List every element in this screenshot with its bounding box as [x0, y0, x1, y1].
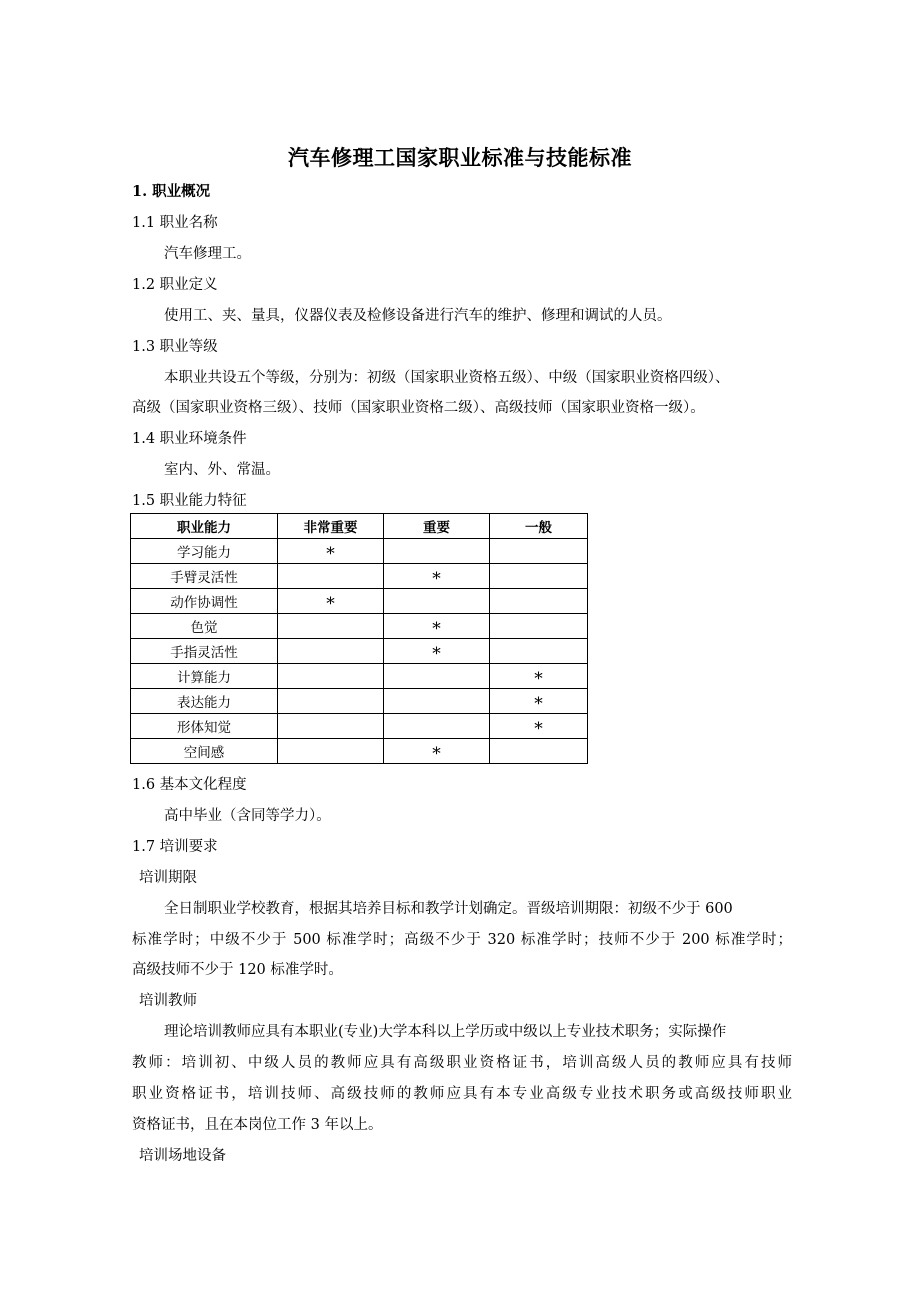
training-teacher-line1: 理论培训教师应具有本职业(专业)大学本科以上学历或中级以上专业技术职务；实际操作 [164, 1024, 727, 1040]
table-row [131, 539, 588, 564]
section-heading-1: 1. 职业概况 [132, 183, 211, 200]
training-teacher-line2: 教师：培训初、中级人员的教师应具有高级职业资格证书，培训高级人员的教师应具有技师 [132, 1055, 792, 1071]
table-row [131, 614, 588, 639]
mark-very-important: * [326, 544, 335, 564]
mark-general: * [534, 719, 543, 739]
table-row [131, 639, 588, 664]
training-teacher-line3: 职业资格证书，培训技师、高级技师的教师应具有本专业高级专业技术职务或高级技师职业 [132, 1086, 792, 1102]
mark-general: * [534, 669, 543, 689]
header-very-important: 非常重要 [278, 514, 384, 539]
heading-1-6: 1.6 基本文化程度 [132, 777, 247, 793]
ability-name: 空间感 [131, 739, 278, 764]
ability-name: 表达能力 [131, 689, 278, 714]
header-ability: 职业能力 [131, 514, 278, 539]
table-row [131, 739, 588, 764]
table-row [131, 664, 588, 689]
heading-1-3: 1.3 职业等级 [132, 339, 218, 355]
ability-name: 手臂灵活性 [131, 564, 278, 589]
heading-1-2: 1.2 职业定义 [132, 277, 218, 293]
ability-name: 计算能力 [131, 664, 278, 689]
header-important: 重要 [384, 514, 490, 539]
heading-1-1: 1.1 职业名称 [132, 215, 218, 231]
body-1-2: 使用工、夹、量具，仪器仪表及检修设备进行汽车的维护、修理和调试的人员。 [164, 308, 672, 324]
table-row [131, 714, 588, 739]
table-row [131, 564, 588, 589]
header-general: 一般 [490, 514, 588, 539]
mark-very-important: * [326, 594, 335, 614]
subheading-training-period: 培训期限 [139, 870, 197, 886]
mark-important: * [432, 744, 441, 764]
body-1-4: 室内、外、常温。 [164, 462, 280, 478]
ability-table [130, 513, 588, 764]
heading-1-7: 1.7 培训要求 [132, 839, 218, 855]
subheading-training-venue: 培训场地设备 [139, 1148, 226, 1164]
mark-important: * [432, 619, 441, 639]
body-1-3-line1: 本职业共设五个等级，分别为：初级（国家职业资格五级）、中级（国家职业资格四级）、 [164, 370, 730, 386]
mark-important: * [432, 644, 441, 664]
heading-1-5: 1.5 职业能力特征 [132, 493, 247, 509]
training-period-line1: 全日制职业学校教育，根据其培养目标和教学计划确定。晋级培训期限：初级不少于 600 [164, 901, 733, 917]
ability-name: 手指灵活性 [131, 639, 278, 664]
body-1-3-line2: 高级（国家职业资格三级）、技师（国家职业资格二级）、高级技师（国家职业资格一级）。 [132, 400, 705, 416]
ability-name: 学习能力 [131, 539, 278, 564]
body-1-6: 高中毕业（含同等学力）。 [164, 808, 331, 824]
ability-name: 动作协调性 [131, 589, 278, 614]
ability-table-header-row [131, 514, 588, 539]
heading-1-4: 1.4 职业环境条件 [132, 431, 247, 447]
ability-name: 形体知觉 [131, 714, 278, 739]
training-period-line3: 高级技师不少于 120 标准学时。 [132, 962, 343, 978]
training-teacher-line4: 资格证书，且在本岗位工作 3 年以上。 [132, 1117, 383, 1133]
mark-general: * [534, 694, 543, 714]
table-row [131, 589, 588, 614]
training-period-line2: 标准学时；中级不少于 500 标准学时；高级不少于 320 标准学时；技师不少于 200 标准学时； [132, 932, 792, 948]
mark-important: * [432, 569, 441, 589]
body-1-1: 汽车修理工。 [164, 246, 251, 262]
document-title: 汽车修理工国家职业标准与技能标准 [288, 145, 632, 170]
ability-name: 色觉 [131, 614, 278, 639]
subheading-training-teacher: 培训教师 [139, 993, 197, 1009]
table-row [131, 689, 588, 714]
